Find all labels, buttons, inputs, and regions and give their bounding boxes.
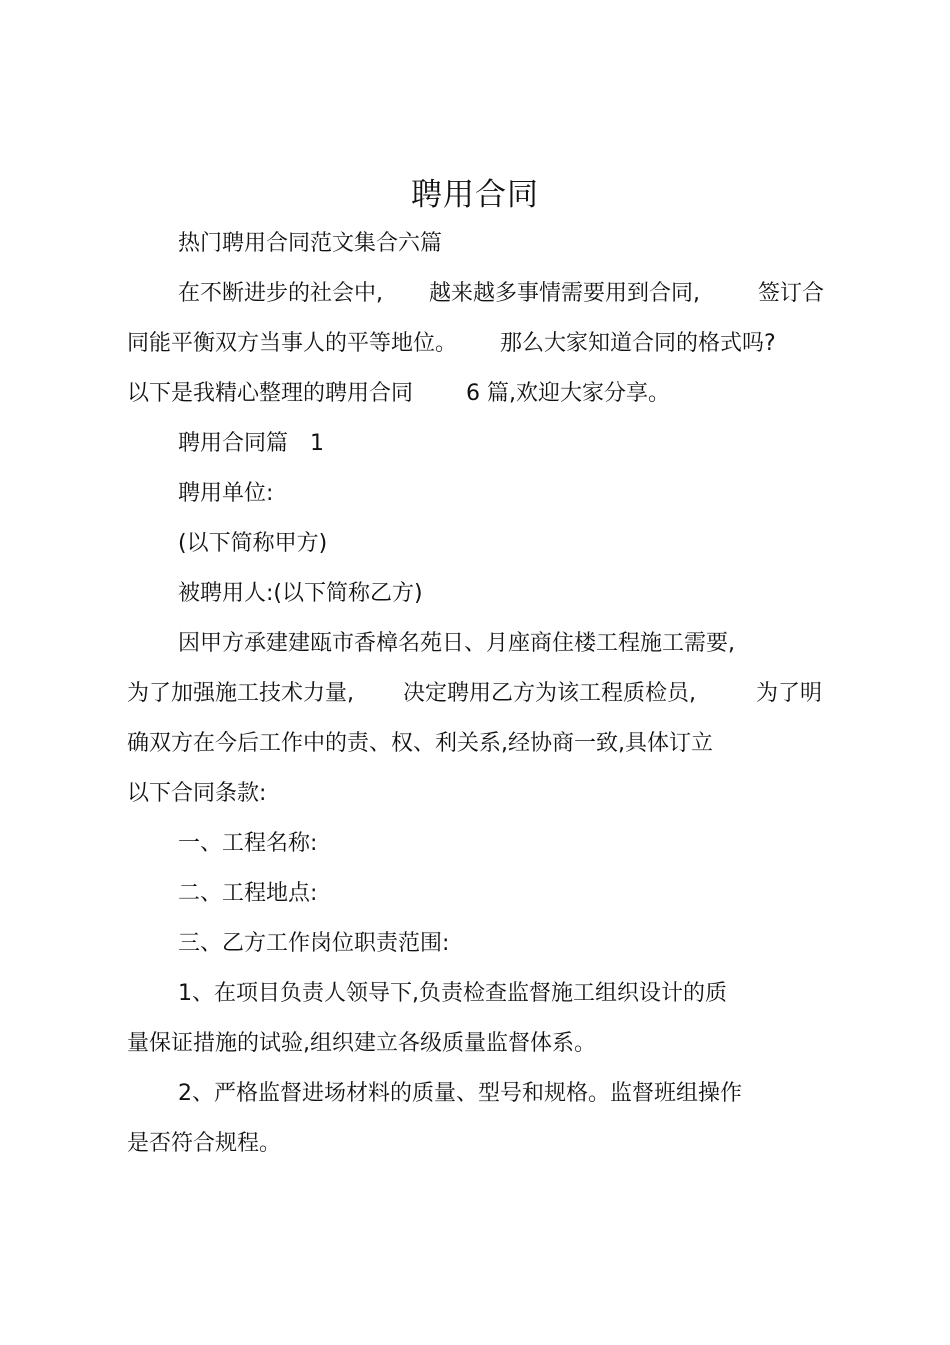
- employer-label: 聘用单位:: [178, 481, 274, 506]
- paragraph-line-3: 确双方在今后工作中的责、权、利关系,经协商一致,具体订立: [127, 731, 713, 756]
- item-1-line-1: 1、在项目负责人领导下,负责检查监督施工组织设计的质: [178, 981, 727, 1006]
- party-a-note: (以下简称甲方): [178, 531, 328, 556]
- intro-line-3: [127, 379, 670, 409]
- item-2-line-1: 2、严格监督进场材料的质量、型号和规格。监督班组操作: [178, 1081, 742, 1106]
- employee-label: 被聘用人:(以下简称乙方): [178, 581, 423, 606]
- clause-2: 二、工程地点:: [178, 881, 318, 906]
- document-title: 聘用合同: [411, 177, 539, 213]
- clause-1: 一、工程名称:: [178, 831, 318, 856]
- intro-line-2: [127, 329, 776, 359]
- subtitle: 热门聘用合同范文集合六篇: [178, 231, 443, 256]
- item-2-line-2: 是否符合规程。: [127, 1131, 282, 1156]
- section-heading: 聘用合同篇 1: [178, 431, 324, 456]
- item-1-line-2: 量保证措施的试验,组织建立各级质量监督体系。: [127, 1031, 596, 1056]
- intro-line-1: [178, 279, 825, 309]
- intro-line-1-part-c: 签订合: [758, 281, 825, 306]
- paragraph-line-4: 以下合同条款:: [127, 781, 267, 806]
- intro-line-2-part-b: 那么大家知道合同的格式吗?: [500, 331, 776, 356]
- paragraph-line-1: 因甲方承建建瓯市香樟名苑日、月座商住楼工程施工需要,: [178, 631, 735, 656]
- paragraph-line-2: [127, 679, 823, 709]
- intro-line-1-part-a: 在不断进步的社会中,: [178, 281, 383, 306]
- intro-line-3-part-a: 以下是我精心整理的聘用合同: [127, 381, 414, 406]
- intro-line-2-part-a: 同能平衡双方当事人的平等地位。: [127, 331, 458, 356]
- clause-3: 三、乙方工作岗位职责范围:: [178, 931, 450, 956]
- intro-line-1-part-b: 越来越多事情需要用到合同,: [429, 281, 700, 306]
- paragraph-line-2-part-a: 为了加强施工技术力量,: [127, 681, 354, 706]
- paragraph-line-2-part-b: 决定聘用乙方为该工程质检员,: [403, 681, 696, 706]
- intro-line-3-part-b: 6 篇,欢迎大家分享。: [466, 381, 670, 406]
- paragraph-line-2-part-c: 为了明: [756, 681, 823, 706]
